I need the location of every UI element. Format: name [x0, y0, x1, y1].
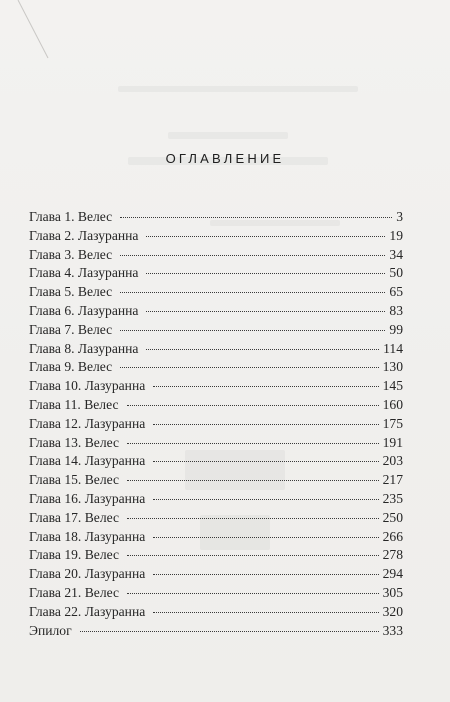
toc-entry	[29, 415, 403, 434]
toc-entry-label: Глава 12. Лазуранна	[29, 415, 146, 431]
toc-entry	[29, 396, 403, 415]
toc-entry	[29, 546, 403, 565]
dot-leader	[127, 443, 379, 444]
toc-entry-page-number: 175	[382, 415, 403, 431]
toc-entry	[29, 321, 403, 340]
toc-entry-label: Глава 8. Лазуранна	[29, 340, 139, 356]
toc-entry-label: Глава 21. Велес	[29, 584, 120, 600]
toc-entry-page-number: 114	[383, 340, 403, 356]
toc-entry	[29, 528, 403, 547]
toc-entry-label: Глава 17. Велес	[29, 509, 120, 525]
dot-leader	[153, 574, 378, 575]
toc-entry-page-number: 34	[389, 246, 403, 262]
toc-entry	[29, 283, 403, 302]
toc-entry	[29, 302, 403, 321]
toc-entry	[29, 340, 403, 359]
page-title: оглавление	[165, 147, 285, 168]
bleed-through-mark	[168, 132, 288, 139]
toc-entry	[29, 584, 403, 603]
toc-entry-page-number: 99	[389, 321, 403, 337]
toc-entry-label: Глава 7. Велес	[29, 321, 113, 337]
toc-entry-label: Глава 11. Велес	[29, 396, 119, 412]
toc-entry	[29, 622, 403, 641]
dot-leader	[120, 217, 392, 218]
toc-entry-page-number: 305	[382, 584, 403, 600]
toc-entry-page-number: 145	[382, 378, 403, 394]
toc-entry	[29, 509, 403, 528]
toc-entry	[29, 208, 403, 227]
toc-entry-label: Эпилог	[29, 622, 72, 638]
toc-entry	[29, 490, 403, 509]
toc-entry-label: Глава 15. Велес	[29, 472, 120, 488]
toc-entry-label: Глава 16. Лазуранна	[29, 490, 146, 506]
dot-leader	[153, 424, 378, 425]
paper-fold-line	[0, 0, 60, 60]
toc-entry-label: Глава 13. Велес	[29, 434, 120, 450]
toc-entry	[29, 452, 403, 471]
toc-entry	[29, 434, 403, 453]
dot-leader	[146, 349, 379, 350]
toc-entry-page-number: 235	[382, 490, 403, 506]
dot-leader	[146, 311, 385, 312]
toc-entry-label: Глава 10. Лазуранна	[29, 378, 146, 394]
dot-leader	[120, 330, 385, 331]
dot-leader	[153, 499, 378, 500]
toc-entry-label: Глава 3. Велес	[29, 246, 113, 262]
toc-entry	[29, 264, 403, 283]
bleed-through-mark	[118, 86, 358, 92]
toc-entry-page-number: 333	[382, 622, 403, 638]
toc-entry-page-number: 278	[382, 547, 403, 563]
toc-entry-label: Глава 19. Велес	[29, 547, 120, 563]
dot-leader	[146, 273, 385, 274]
toc-entry	[29, 227, 403, 246]
toc-entry-page-number: 3	[396, 209, 403, 224]
toc-entry-page-number: 191	[382, 434, 403, 450]
toc-entry-page-number: 203	[382, 453, 403, 469]
toc-entry-page-number: 294	[382, 566, 403, 582]
dot-leader	[120, 367, 378, 368]
toc-entry	[29, 565, 403, 584]
toc-entry-label: Глава 1. Велес	[29, 209, 113, 224]
dot-leader	[127, 480, 379, 481]
toc-entry-page-number: 266	[382, 528, 403, 544]
dot-leader	[153, 612, 378, 613]
toc-entry-label: Глава 22. Лазуранна	[29, 603, 146, 619]
toc-entry-page-number: 83	[389, 302, 403, 318]
toc-entry	[29, 358, 403, 377]
dot-leader	[146, 236, 385, 237]
toc-entry-label: Глава 6. Лазуранна	[29, 302, 139, 318]
dot-leader	[127, 405, 379, 406]
dot-leader	[80, 631, 379, 632]
dot-leader	[120, 255, 385, 256]
toc-entry-label: Глава 5. Велес	[29, 284, 113, 300]
table-of-contents	[29, 208, 403, 640]
toc-entry-page-number: 130	[382, 359, 403, 375]
toc-entry	[29, 246, 403, 265]
toc-entry-label: Глава 20. Лазуранна	[29, 566, 146, 582]
toc-entry	[29, 471, 403, 490]
toc-entry-page-number: 250	[382, 509, 403, 525]
toc-entry-page-number: 19	[389, 227, 403, 243]
toc-entry-page-number: 65	[389, 284, 403, 300]
toc-entry	[29, 377, 403, 396]
dot-leader	[153, 537, 378, 538]
toc-entry-label: Глава 4. Лазуранна	[29, 265, 139, 281]
toc-entry-page-number: 50	[389, 265, 403, 281]
dot-leader	[127, 593, 379, 594]
toc-entry-label: Глава 18. Лазуранна	[29, 528, 146, 544]
dot-leader	[127, 555, 379, 556]
toc-entry-label: Глава 9. Велес	[29, 359, 113, 375]
dot-leader	[120, 292, 385, 293]
dot-leader	[153, 386, 378, 387]
toc-entry	[29, 603, 403, 622]
dot-leader	[127, 518, 379, 519]
toc-entry-page-number: 320	[382, 603, 403, 619]
toc-entry-label: Глава 2. Лазуранна	[29, 227, 139, 243]
toc-entry-page-number: 160	[382, 396, 403, 412]
toc-entry-label: Глава 14. Лазуранна	[29, 453, 146, 469]
toc-entry-page-number: 217	[382, 472, 403, 488]
dot-leader	[153, 461, 378, 462]
